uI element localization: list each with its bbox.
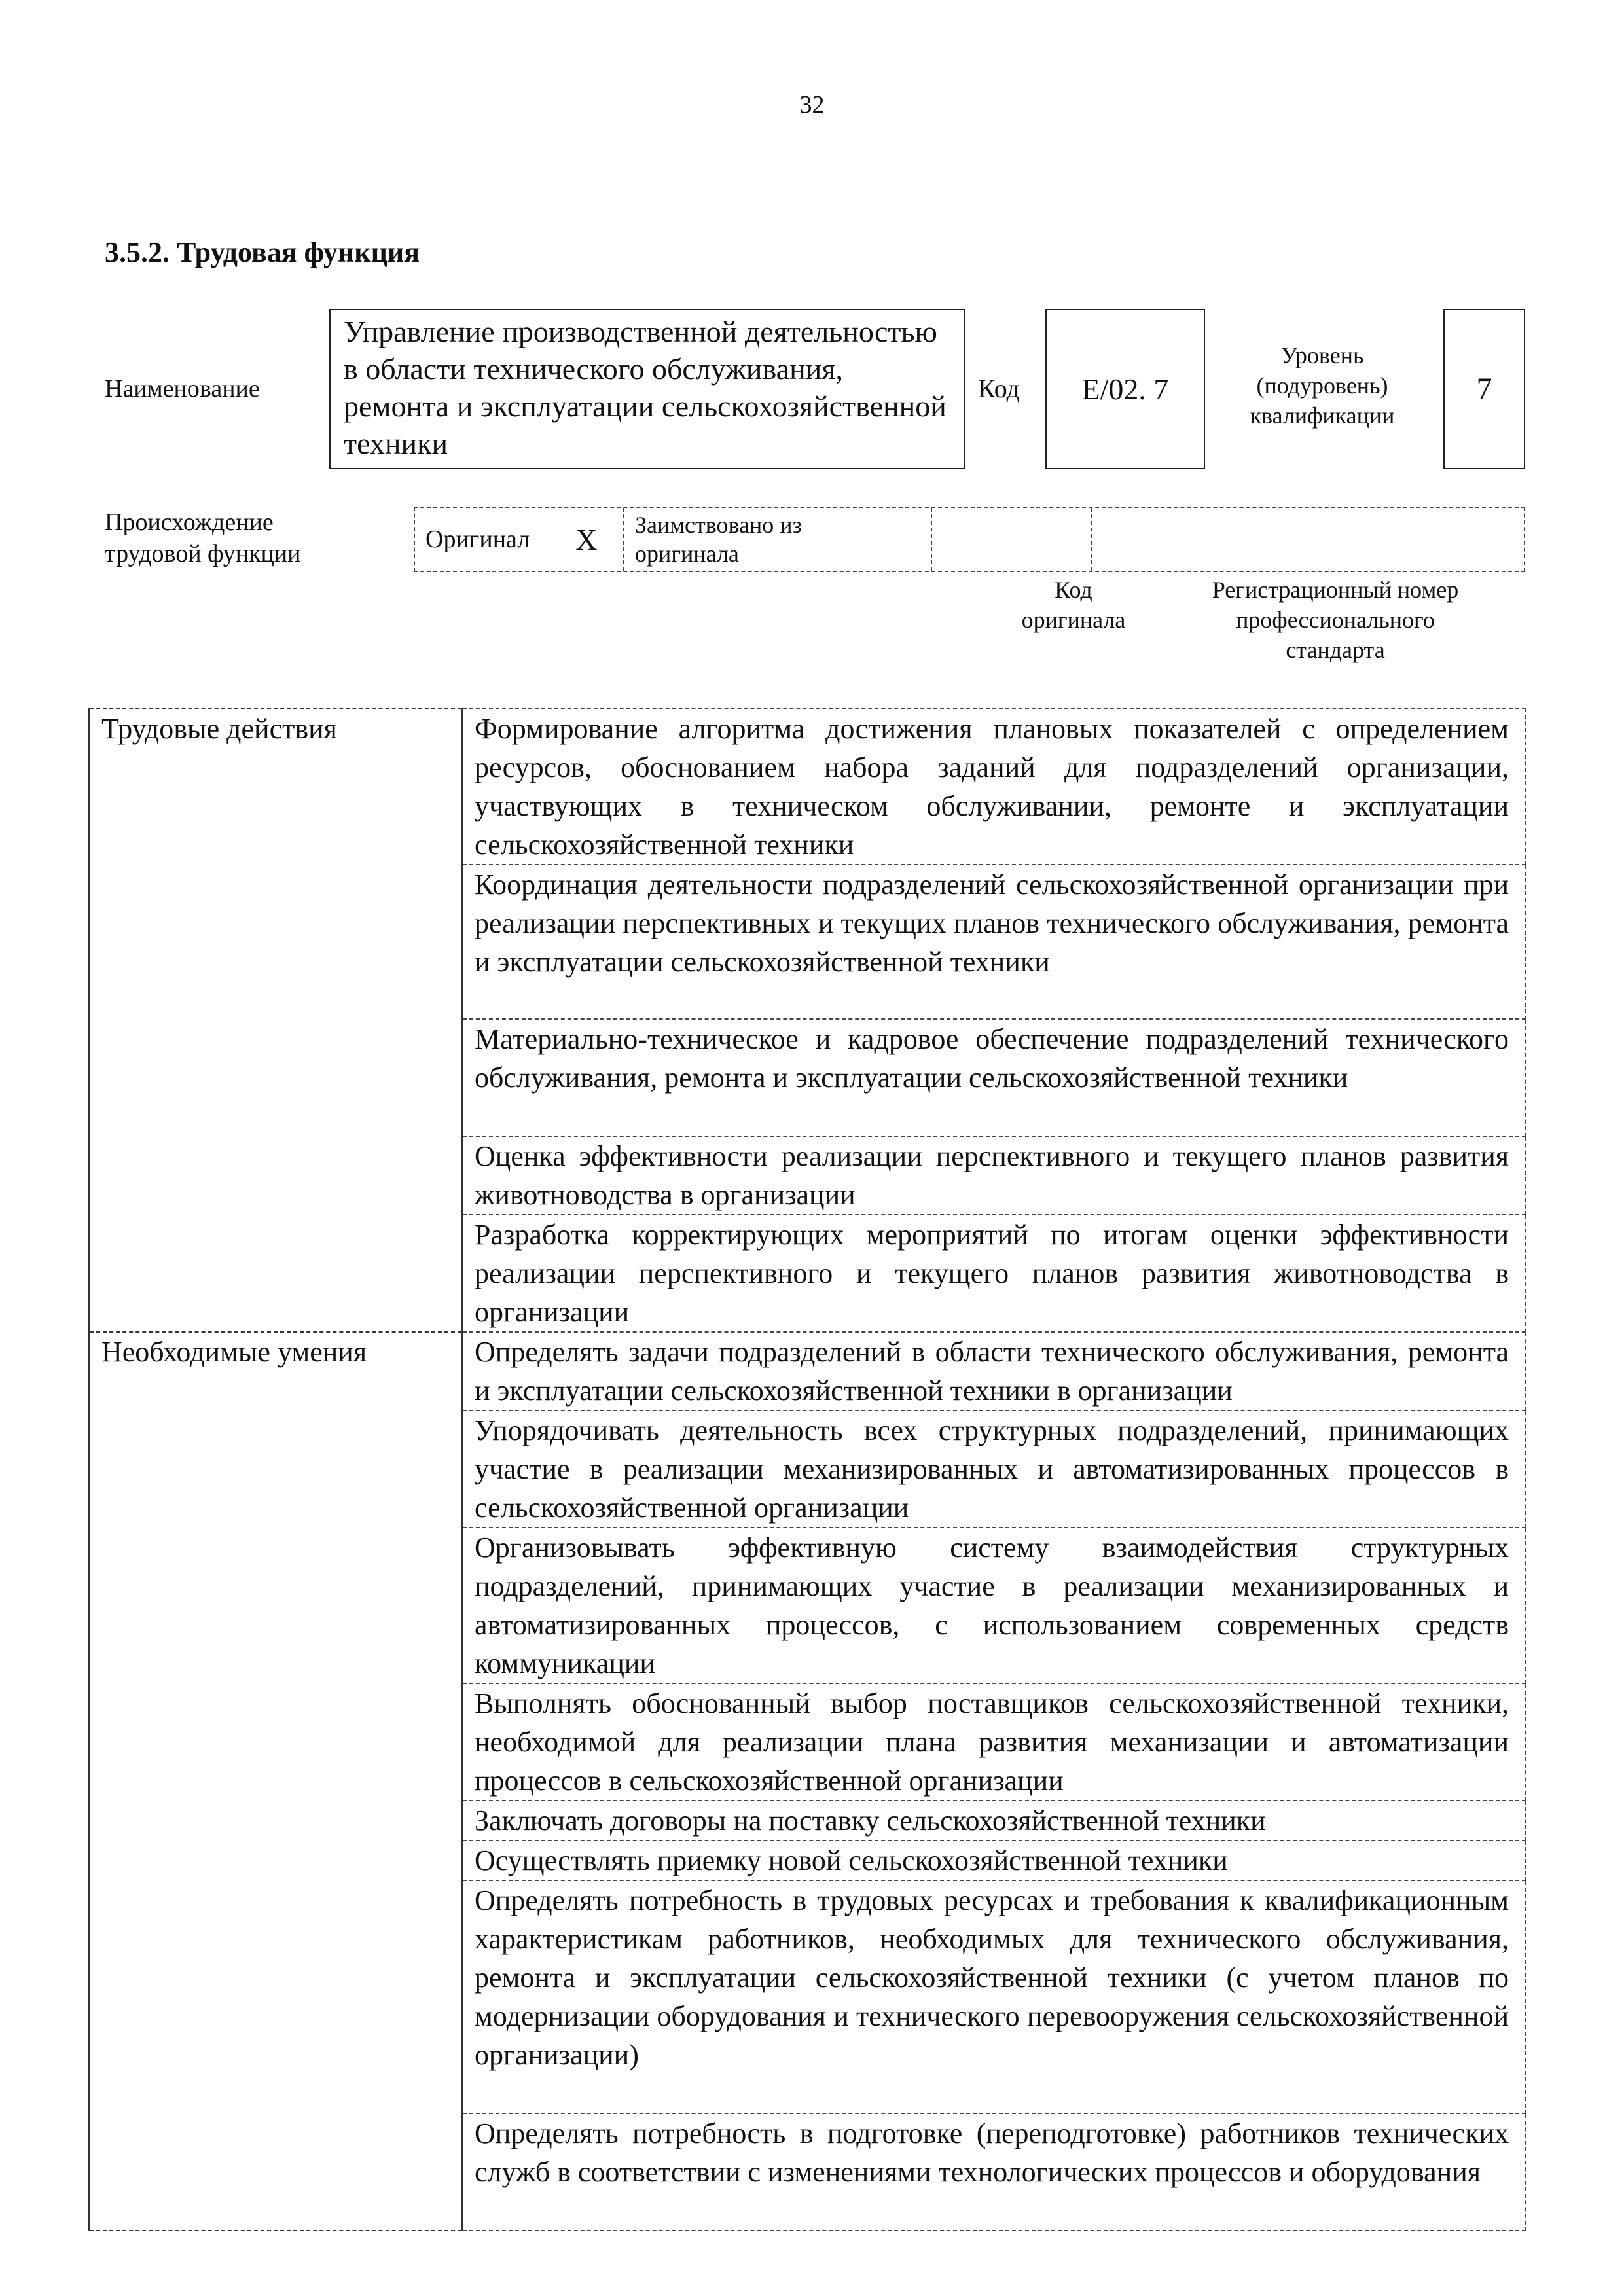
labor-function-table [88, 708, 1526, 2231]
code-label: Код [978, 374, 1020, 403]
section-title: 3.5.2. Трудовая функция [105, 236, 420, 268]
skill-item: Определять потребность в трудовых ресурсах и требования к квалификационным характеристикам работников, необходимых для технического обслуживания, ремонта и эксплуатации сельскохозяйственной техники (с учетом планов по модернизации оборудования и технического перевооружения сельскохозяйственной организации) [462, 1880, 1525, 2113]
level-label-line: квалификации [1250, 403, 1395, 429]
function-name-box: Управление производственной деятельностью в области технического обслуживания, ремонта и эксплуатации сельскохозяйственной техники [329, 309, 965, 469]
name-label: Наименование [105, 375, 260, 403]
original-mark: X [575, 522, 598, 556]
caption-line: профессионального [1236, 607, 1435, 633]
labor-action-item: Формирование алгоритма достижения плановых показателей с определением ресурсов, обоснованием набора заданий для подразделений организации, участвующих в техническом обслуживании, ремонте и эксплуатации сельскохозяйственной техники [462, 709, 1525, 865]
table-row [89, 709, 1525, 865]
borrowed-cell [624, 508, 932, 571]
labor-action-item: Координация деятельности подразделений сельскохозяйственной организации при реализации перспективных и текущих планов технического обслуживания, ремонта и эксплуатации сельскохозяйственной техники [462, 865, 1525, 1019]
labor-action-item: Разработка корректирующих мероприятий по итогам оценки эффективности реализации перспективного и текущего планов развития животноводства в организации [462, 1215, 1525, 1332]
origin-label [105, 507, 301, 569]
skill-item: Определять потребность в подготовке (переподготовке) работников технических служб в соответствии с изменениями технологических процессов и оборудования [462, 2113, 1525, 2231]
qualification-level-label [1204, 340, 1440, 431]
required-skills-title: Необходимые умения [89, 1332, 462, 2231]
skill-item: Осуществлять приемку новой сельскохозяйственной техники [462, 1840, 1525, 1880]
skill-item: Заключать договоры на поставку сельскохозяйственной техники [462, 1801, 1525, 1840]
caption-line: оригинала [1021, 607, 1126, 633]
borrowed-label-line: оригинала [635, 541, 739, 567]
original-label: Оригинал [425, 526, 530, 553]
function-code-box: E/02. 7 [1045, 309, 1205, 469]
table-row [89, 1332, 1525, 1410]
original-cell [415, 508, 624, 571]
skill-item: Упорядочивать деятельность всех структурных подразделений, принимающих участие в реализации механизированных и автоматизированных процессов в сельскохозяйственной организации [462, 1410, 1525, 1528]
skill-item: Определять задачи подразделений в области технического обслуживания, ремонта и эксплуатации сельскохозяйственной техники в организации [462, 1332, 1525, 1410]
caption-line: стандарта [1286, 637, 1385, 663]
original-code-cell [932, 508, 1092, 571]
labor-action-item: Материально-техническое и кадровое обеспечение подразделений технического обслуживания, ремонта и эксплуатации сельскохозяйственной техники [462, 1019, 1525, 1136]
level-label-line: Уровень [1280, 342, 1364, 368]
borrowed-label-line: Заимствовано из [635, 512, 802, 538]
caption-line: Регистрационный номер [1212, 577, 1459, 603]
qualification-level-box: 7 [1443, 309, 1525, 469]
level-label-line: (подуровень) [1256, 372, 1388, 399]
origin-row [414, 507, 1525, 572]
page-number: 32 [799, 91, 825, 118]
origin-label-line: трудовой функции [105, 540, 301, 567]
caption-line: Код [1055, 577, 1092, 603]
skill-item: Организовывать эффективную систему взаимодействия структурных подразделений, принимающих участие в реализации механизированных и автоматизированных процессов, с использованием современных средств коммуникации [462, 1528, 1525, 1683]
registration-number-cell [1092, 508, 1524, 571]
labor-actions-title: Трудовые действия [89, 709, 462, 1332]
registration-number-caption [1152, 575, 1519, 665]
original-code-caption [975, 575, 1172, 635]
labor-action-item: Оценка эффективности реализации перспективного и текущего планов развития животноводства в организации [462, 1136, 1525, 1215]
origin-label-line: Происхождение [105, 509, 274, 536]
skill-item: Выполнять обоснованный выбор поставщиков сельскохозяйственной техники, необходимой для реализации плана развития механизации и автоматизации процессов в сельскохозяйственной организации [462, 1683, 1525, 1801]
